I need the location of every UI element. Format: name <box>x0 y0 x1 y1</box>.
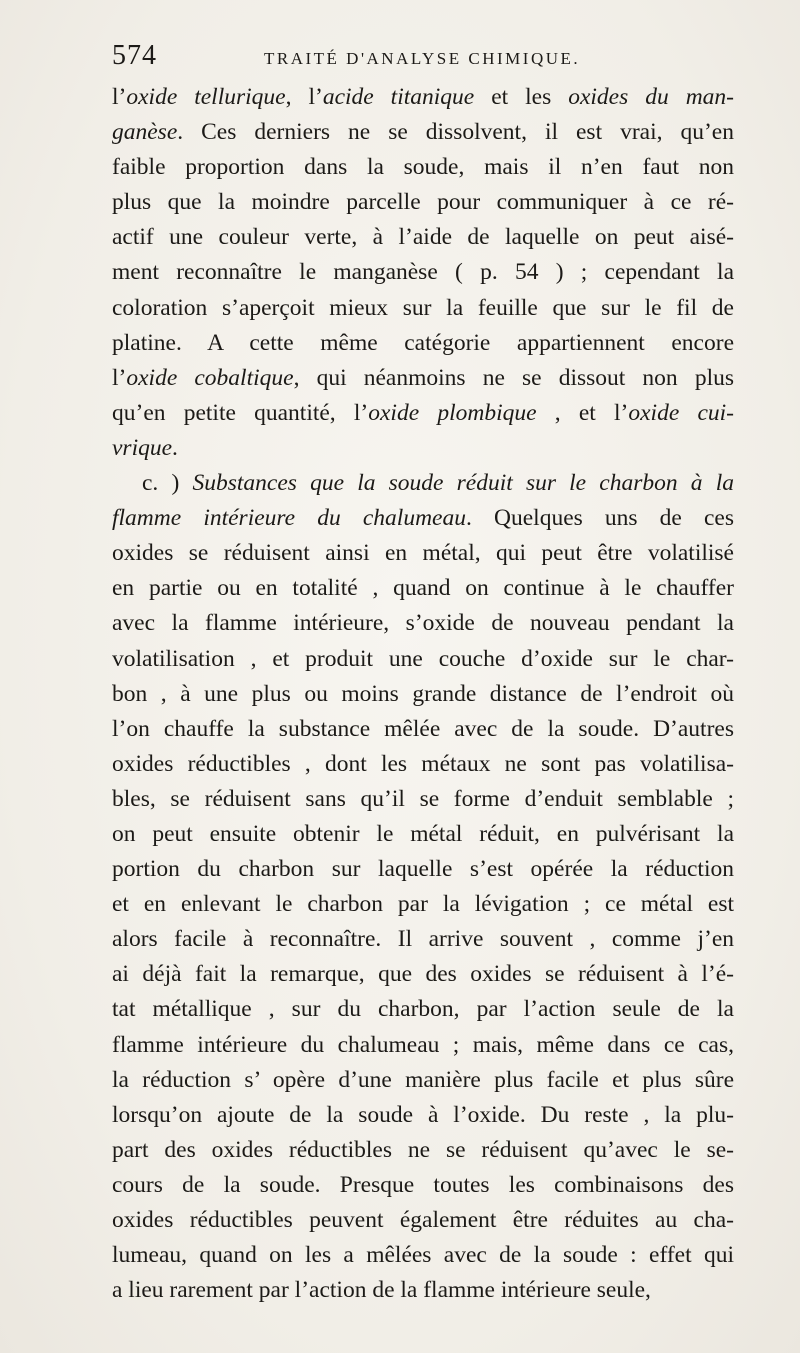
text-run: qu’en petite quantité, l’ <box>112 399 369 426</box>
text-line <box>112 957 734 992</box>
text-line <box>112 747 734 782</box>
text-run: bon , à une plus ou moins grande distance de l’endroit où <box>112 680 734 707</box>
text-line <box>112 1203 734 1238</box>
text-line <box>112 326 734 361</box>
text-line <box>112 150 734 185</box>
text-line <box>112 852 734 887</box>
text-line <box>112 571 734 606</box>
text-run: l’ <box>112 84 127 110</box>
running-title: TRAITÉ D'ANALYSE CHIMIQUE. <box>264 49 581 68</box>
text-run: coloration s’aperçoit mieux sur la feuille que sur le fil de <box>112 294 734 321</box>
text-run: volatilisation , et produit une couche d’oxide sur le char- <box>112 645 734 672</box>
text-line <box>112 887 734 922</box>
text-run: flamme intérieure du chalumeau ; mais, même dans ce cas, <box>112 1031 734 1058</box>
text-run: , et l’ <box>536 399 629 426</box>
text-run: tat métallique , sur du charbon, par l’action seule de la <box>112 996 734 1023</box>
text-line <box>112 501 734 536</box>
text-line <box>112 1098 734 1133</box>
italic-text-run: oxide cobaltique <box>126 364 294 391</box>
text-line <box>112 1168 734 1203</box>
text-line <box>112 396 734 431</box>
text-line <box>112 255 734 290</box>
text-run: lorsqu’on ajoute de la soude à l’oxide. Du reste , la plu- <box>112 1101 734 1128</box>
text-run: l’on chauffe la substance mêlée avec de la soude. D’autres <box>112 715 734 742</box>
text-line <box>112 220 734 255</box>
text-line <box>112 1238 734 1273</box>
text-run: oxides se réduisent ainsi en métal, qui peut être volatilisé <box>112 540 734 567</box>
italic-text-run: oxide tellurique <box>126 84 286 110</box>
text-run: l’ <box>112 364 127 391</box>
text-run: . Ces derniers ne se dissolvent, il est vrai, qu’en <box>177 119 734 146</box>
text-line <box>112 1063 734 1098</box>
text-line <box>112 536 734 571</box>
italic-text-run: Substances que la soude réduit sur le charbon à la <box>192 470 734 497</box>
text-run: platine. A cette même catégorie appartiennent encore <box>112 329 734 356</box>
text-run: . Quelques uns de ces <box>466 505 734 532</box>
text-run: , qui néanmoins ne se dissout non plus <box>293 364 734 391</box>
text-line <box>112 712 734 747</box>
text-line <box>112 291 734 326</box>
text-run: ai déjà fait la remarque, que des oxides se réduisent à l’é- <box>112 961 734 988</box>
text-run: plus que la moindre parcelle pour communiquer à ce ré- <box>112 189 734 216</box>
text-run: , l’ <box>285 84 323 110</box>
italic-text-run: ganèse <box>112 119 178 146</box>
text-line <box>112 922 734 957</box>
italic-text-run: oxides du man- <box>568 84 734 110</box>
text-run: a lieu rarement par l’action de la flamme intérieure seule, <box>112 1277 651 1304</box>
text-line <box>112 677 734 712</box>
text-line <box>112 1133 734 1168</box>
text-run: bles, se réduisent sans qu’il se forme d’enduit semblable ; <box>112 785 734 812</box>
text-run: ment reconnaître le manganèse ( p. 54 ) ; cependant la <box>112 259 734 286</box>
text-run: alors facile à reconnaître. Il arrive souvent , comme j’en <box>112 926 734 953</box>
text-line <box>112 1028 734 1063</box>
text-run: et les <box>474 84 569 110</box>
text-run: oxides réductibles peuvent également être réduites au cha- <box>112 1207 734 1233</box>
text-run: portion du charbon sur laquelle s’est opérée la réduction <box>112 856 734 883</box>
text-line <box>112 782 734 817</box>
text-line <box>112 606 734 641</box>
italic-text-run: flamme intérieure du chalumeau <box>112 505 466 532</box>
italic-text-run: acide titanique <box>322 84 475 110</box>
text-line <box>112 466 734 501</box>
text-run: . <box>172 434 178 461</box>
text-line <box>112 431 734 466</box>
text-run: actif une couleur verte, à l’aide de laquelle on peut aisé- <box>112 224 734 251</box>
text-line <box>112 992 734 1027</box>
text-line <box>112 115 734 150</box>
italic-text-run: vrique <box>112 434 173 461</box>
text-line <box>112 80 734 115</box>
italic-text-run: oxide cui- <box>628 399 734 426</box>
text-run: avec la flamme intérieure, s’oxide de nouveau pendant la <box>112 610 734 637</box>
page-header <box>112 40 734 74</box>
text-run: et en enlevant le charbon par la lévigation ; ce métal est <box>112 891 734 918</box>
text-line <box>112 1273 734 1308</box>
italic-text-run: oxide plombique <box>368 399 537 426</box>
text-run: part des oxides réductibles ne se réduisent qu’avec le se- <box>112 1136 734 1163</box>
body-text <box>112 80 734 1308</box>
text-line <box>112 361 734 396</box>
text-run: cours de la soude. Presque toutes les combinaisons des <box>112 1171 734 1198</box>
text-run: oxides réductibles , dont les métaux ne sont pas volatilisa- <box>112 750 734 777</box>
text-run: on peut ensuite obtenir le métal réduit, en pulvérisant la <box>112 820 734 847</box>
text-line <box>112 817 734 852</box>
text-run: faible proportion dans la soude, mais il n’en faut non <box>112 154 734 181</box>
text-run: lumeau, quand on les a mêlées avec de la soude : effet qui <box>112 1242 734 1269</box>
page-number: 574 <box>112 40 157 71</box>
text-run: la réduction s’ opère d’une manière plus facile et plus sûre <box>112 1066 734 1093</box>
text-line <box>112 642 734 677</box>
text-line <box>112 185 734 220</box>
text-run: c. ) <box>142 470 193 497</box>
text-run: en partie ou en totalité , quand on continue à le chauffer <box>112 575 734 602</box>
